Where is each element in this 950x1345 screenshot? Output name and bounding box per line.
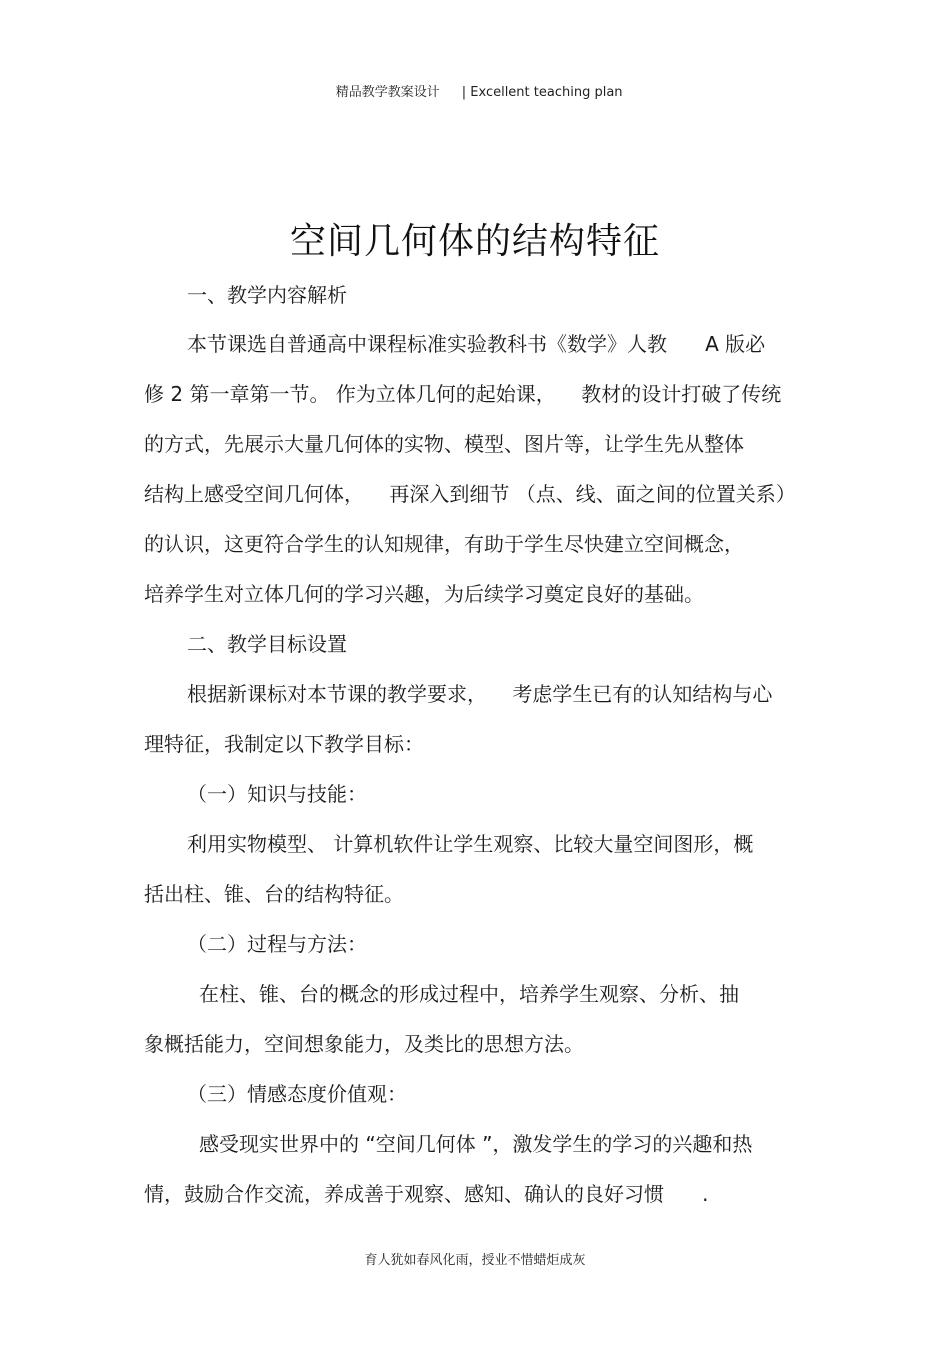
paragraph-line: 理特征，我制定以下教学目标： [144,732,424,756]
paragraph-line: 象概括能力，空间想象能力，及类比的思想方法。 [144,1032,584,1056]
header-right-text: | Excellent teaching plan [461,85,623,100]
paragraph-line: 的方式，先展示大量几何体的实物、模型、图片等，让学生先从整体 [144,432,744,456]
page-header [0,66,950,100]
subheading-process-method: （二）过程与方法： [187,932,367,956]
paragraph-line: 本节课选自普通高中课程标准实验教科书《数学》人教 A 版必 [187,332,766,356]
paragraph-line: 情，鼓励合作交流，养成善于观察、感知、确认的良好习惯 . [144,1182,709,1206]
paragraph-line: 的认识，这更符合学生的认知规律，有助于学生尽快建立空间概念， [144,532,744,556]
paragraph-line: 感受现实世界中的 “空间几何体 ”，激发学生的学习的兴趣和热 [199,1132,753,1156]
subheading-emotion-values: （三）情感态度价值观： [187,1082,407,1106]
subheading-knowledge-skills: （一）知识与技能： [187,782,367,806]
document-title: 空间几何体的结构特征 [289,221,660,262]
section-heading-objectives: 二、教学目标设置 [187,632,347,656]
paragraph-line: 利用实物模型、 计算机软件让学生观察、比较大量空间图形，概 [187,832,754,856]
paragraph-line: 培养学生对立体几何的学习兴趣，为后续学习奠定良好的基础。 [144,582,704,606]
section-heading-content-analysis: 一、教学内容解析 [187,283,347,307]
paragraph-line: 括出柱、锥、台的结构特征。 [144,882,404,906]
paragraph-line: 在柱、锥、台的概念的形成过程中，培养学生观察、分析、抽 [199,982,739,1006]
paragraph-line: 结构上感受空间几何体， 再深入到细节 （点、线、面之间的位置关系） [144,482,796,506]
header-left-text: 精品教学教案设计 [335,85,440,100]
paragraph-line: 根据新课标对本节课的教学要求， 考虑学生已有的认知结构与心 [187,682,773,706]
page-footer: 育人犹如春风化雨，授业不惜蜡炬成灰 [364,1253,586,1268]
paragraph-line: 修 2 第一章第一节。 作为立体几何的起始课， 教材的设计打破了传统 [144,382,782,406]
